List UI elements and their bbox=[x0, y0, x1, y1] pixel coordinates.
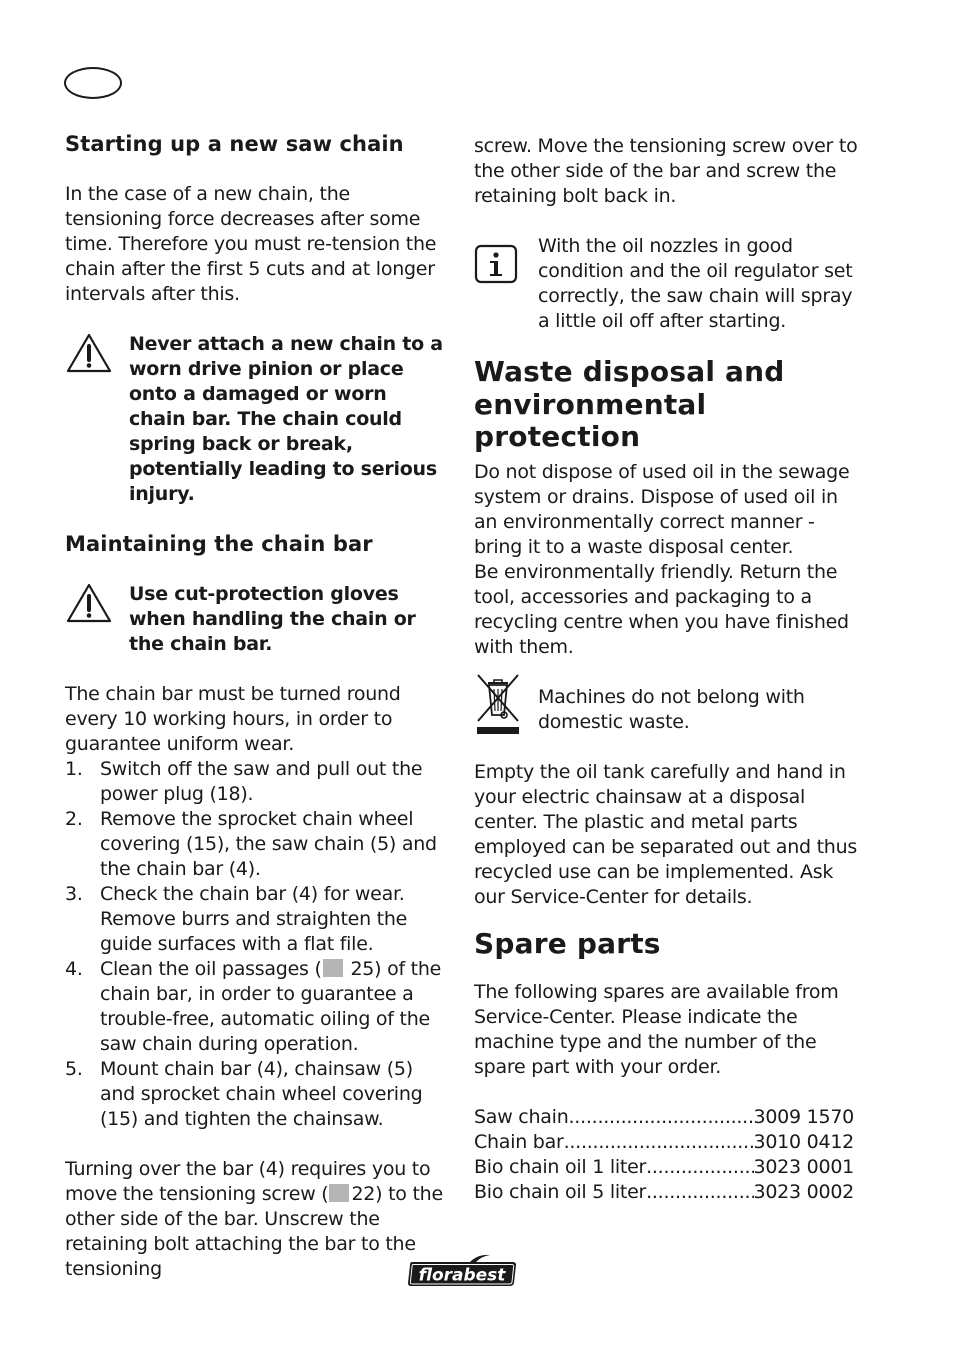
para-environment: Be environmentally friendly. Return the tool, accessories and packaging to a recycling centre when you have finished with them. bbox=[474, 560, 849, 658]
info-icon bbox=[474, 244, 518, 288]
warning-text-gloves: Use cut-protection gloves when handling the chain or the chain bar. bbox=[129, 583, 416, 655]
weee-note bbox=[474, 685, 864, 749]
heading-new-chain: Starting up a new saw chain bbox=[65, 132, 404, 156]
weee-text: Machines do not belong with domestic waste. bbox=[538, 685, 805, 733]
list-item: 3. Check the chain bar (4) for wear. Remove burrs and straighten the guide surfaces with a flat file. bbox=[65, 883, 408, 955]
warning-text-worn-pinion: Never attach a new chain to a worn drive pinion or place onto a damaged or worn chain bar. The chain could spring back or break, potentially leading to serious injury. bbox=[129, 333, 443, 505]
para-continuation: screw. Move the tensioning screw over to the other side of the bar and screw the retaining bolt back in. bbox=[474, 135, 858, 207]
list-item: 5. Mount chain bar (4), chainsaw (5) and sprocket chain wheel covering (15) and tighten the chainsaw. bbox=[65, 1058, 423, 1130]
info-text-oil-nozzles: With the oil nozzles in good condition and the oil regulator set correctly, the saw chain will spray a little oil off after starting. bbox=[538, 235, 853, 332]
language-badge-oval bbox=[64, 67, 122, 99]
para-used-oil: Do not dispose of used oil in the sewage system or drains. Dispose of used oil in an environmentally correct manner - bring it to a waste disposal center. bbox=[474, 460, 850, 558]
heading-waste-disposal: Waste disposal and environmental protection bbox=[474, 355, 785, 453]
spare-parts-list bbox=[474, 1105, 864, 1205]
florabest-logo bbox=[406, 1254, 518, 1288]
para-chain-bar: The chain bar must be turned round every 10 working hours, in order to guarantee uniform wear. bbox=[65, 683, 401, 755]
list-item: 1. Switch off the saw and pull out the power plug (18). bbox=[65, 758, 423, 805]
list-item: Bio chain oil 5 liter ..... 3023 0002 bbox=[474, 1180, 854, 1205]
list-item: Bio chain oil 1 liter ..... 3023 0001 bbox=[474, 1155, 854, 1180]
heading-spare-parts: Spare parts bbox=[474, 926, 661, 960]
warning-triangle-icon bbox=[65, 582, 113, 628]
heading-chain-bar: Maintaining the chain bar bbox=[65, 532, 373, 556]
list-item: 4. Clean the oil passages ( 25) of the chain bar, in order to guarantee a trouble-free, automatic oiling of the saw chain during operation. bbox=[65, 958, 442, 1055]
list-item: Chain bar ..... 3010 0412 bbox=[474, 1130, 854, 1155]
para-turning-bar: Turning over the bar (4) requires you to move the tensioning screw ( 22) to the other side of the bar. Unscrew the retaining bolt attaching the bar to the tensioning bbox=[65, 1158, 443, 1280]
logo-wordmark: florabest bbox=[418, 1265, 506, 1286]
figure-reference-icon bbox=[329, 1184, 349, 1202]
right-column bbox=[474, 134, 864, 1205]
warning-note-gloves bbox=[65, 582, 447, 657]
warning-triangle-icon bbox=[65, 332, 113, 378]
para-new-chain: In the case of a new chain, the tensioning force decreases after some time. Therefore you must re-tension the chain after the first 5 cuts and at longer intervals after this. bbox=[65, 183, 437, 305]
left-column bbox=[65, 132, 447, 1282]
maintenance-steps-list bbox=[65, 757, 447, 1132]
warning-note-worn-pinion bbox=[65, 332, 447, 507]
para-oil-tank: Empty the oil tank carefully and hand in your electric chainsaw at a disposal center. The plastic and metal parts employed can be separated out and thus recycled use can be implemented. Ask our Service-Center for details. bbox=[474, 760, 858, 908]
info-note-oil-nozzles bbox=[474, 234, 864, 334]
list-item: Saw chain ..... 3009 1570 bbox=[474, 1105, 854, 1130]
figure-reference-icon bbox=[323, 959, 343, 977]
para-spare-parts: The following spares are available from Service-Center. Please indicate the machine type and the number of the spare part with your order. bbox=[474, 981, 839, 1078]
crossed-out-bin-icon bbox=[474, 671, 522, 741]
list-item: 2. Remove the sprocket chain wheel covering (15), the saw chain (5) and the chain bar (4). bbox=[65, 808, 437, 880]
